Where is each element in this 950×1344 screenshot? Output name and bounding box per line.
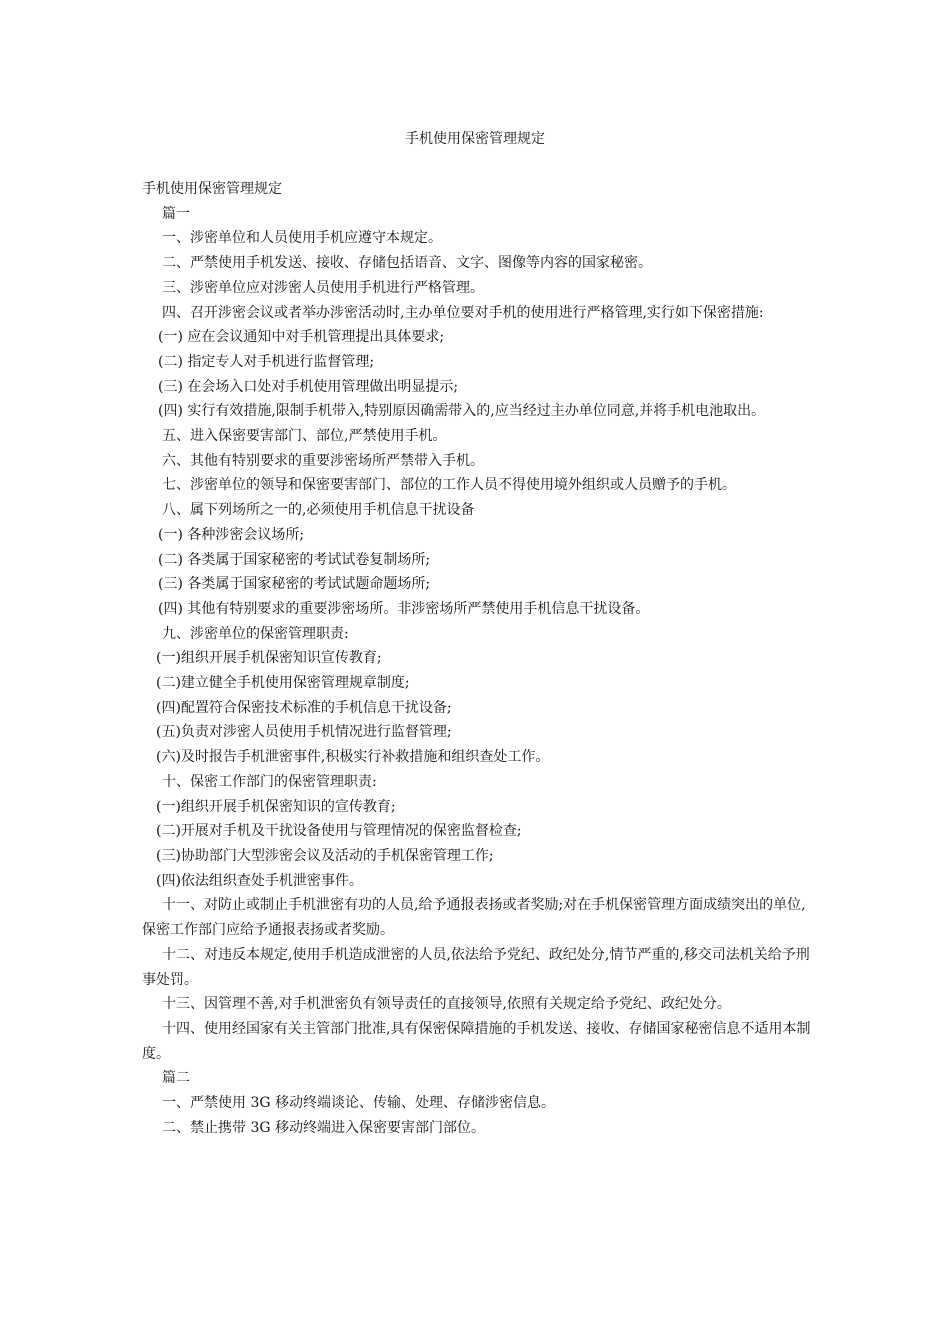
paragraph: (二)开展对手机及干扰设备使用与管理情况的保密监督检查; bbox=[156, 823, 522, 840]
paragraph: (一) 各种涉密会议场所; bbox=[158, 526, 305, 543]
paragraph: 十四、使用经国家有关主管部门批准,具有保密保障措施的手机发送、接收、存储国家秘密信息不适用本制度。 bbox=[142, 1020, 811, 1062]
paragraph: 六、其他有特别要求的重要涉密场所严禁带入手机。 bbox=[162, 452, 484, 469]
paragraph: 十一、对防止或制止手机泄密有功的人员,给予通报表扬或者奖励;对在手机保密管理方面成绩突出的单位,保密工作部门应给予通报表扬或者奖励。 bbox=[142, 897, 806, 939]
paragraph: (四)依法组织查处手机泄密事件。 bbox=[156, 872, 363, 889]
paragraph: 十三、因管理不善,对手机泄密负有领导责任的直接领导,依照有关规定给予党纪、政纪处分。 bbox=[162, 996, 731, 1013]
paragraph: 篇二 bbox=[162, 1070, 190, 1087]
paragraph: 一、严禁使用 3G 移动终端谈论、传输、处理、存储涉密信息。 bbox=[162, 1095, 555, 1112]
document-title: 手机使用保密管理规定 bbox=[405, 131, 545, 147]
paragraph: 二、严禁使用手机发送、接收、存储包括语音、文字、图像等内容的国家秘密。 bbox=[162, 255, 652, 272]
document-subtitle: 手机使用保密管理规定 bbox=[142, 181, 282, 197]
paragraph: (三) 在会场入口处对手机使用管理做出明显提示; bbox=[158, 378, 459, 395]
paragraph: (一) 应在会议通知中对手机管理提出具体要求; bbox=[158, 329, 445, 346]
paragraph: (六)及时报告手机泄密事件,积极实行补救措施和组织查处工作。 bbox=[156, 749, 550, 766]
paragraph: (四)配置符合保密技术标准的手机信息干扰设备; bbox=[156, 699, 452, 716]
paragraph: (一)组织开展手机保密知识的宣传教育; bbox=[156, 798, 396, 815]
paragraph: 十、保密工作部门的保密管理职责: bbox=[162, 773, 377, 790]
paragraph: 九、涉密单位的保密管理职责: bbox=[162, 625, 349, 642]
paragraph: (四) 其他有特别要求的重要涉密场所。非涉密场所严禁使用手机信息干扰设备。 bbox=[158, 600, 650, 617]
paragraph: (二) 各类属于国家秘密的考试试卷复制场所; bbox=[158, 551, 431, 568]
document-body bbox=[142, 177, 812, 1140]
paragraph: (五)负责对涉密人员使用手机情况进行监督管理; bbox=[156, 724, 452, 741]
paragraph: 一、涉密单位和人员使用手机应遵守本规定。 bbox=[162, 230, 442, 247]
paragraph: 八、属下列场所之一的,必须使用手机信息干扰设备 bbox=[162, 502, 475, 519]
paragraph: (四) 实行有效措施,限制手机带入,特别原因确需带入的,应当经过主办单位同意,并将手机电池取出。 bbox=[158, 403, 766, 420]
paragraph: 五、进入保密要害部门、部位,严禁使用手机。 bbox=[162, 428, 447, 445]
paragraph: 篇一 bbox=[162, 205, 190, 222]
paragraph-list bbox=[142, 202, 812, 1141]
paragraph: 四、召开涉密会议或者举办涉密活动时,主办单位要对手机的使用进行严格管理,实行如下保密措施: bbox=[162, 304, 764, 321]
paragraph: 二、禁止携带 3G 移动终端进入保密要害部门部位。 bbox=[162, 1119, 485, 1136]
paragraph: 十二、对违反本规定,使用手机造成泄密的人员,依法给予党纪、政纪处分,情节严重的,移交司法机关给予刑事处罚。 bbox=[142, 946, 810, 988]
paragraph: (一)组织开展手机保密知识宣传教育; bbox=[156, 650, 382, 667]
paragraph: (二) 指定专人对手机进行监督管理; bbox=[158, 353, 375, 370]
paragraph: (二)建立健全手机使用保密管理规章制度; bbox=[156, 675, 410, 692]
paragraph: (三)协助部门大型涉密会议及活动的手机保密管理工作; bbox=[156, 847, 494, 864]
paragraph: 三、涉密单位应对涉密人员使用手机进行严格管理。 bbox=[162, 279, 484, 296]
paragraph: (三) 各类属于国家秘密的考试试题命题场所; bbox=[158, 576, 431, 593]
paragraph: 七、涉密单位的领导和保密要害部门、部位的工作人员不得使用境外组织或人员赠予的手机。 bbox=[162, 477, 736, 494]
